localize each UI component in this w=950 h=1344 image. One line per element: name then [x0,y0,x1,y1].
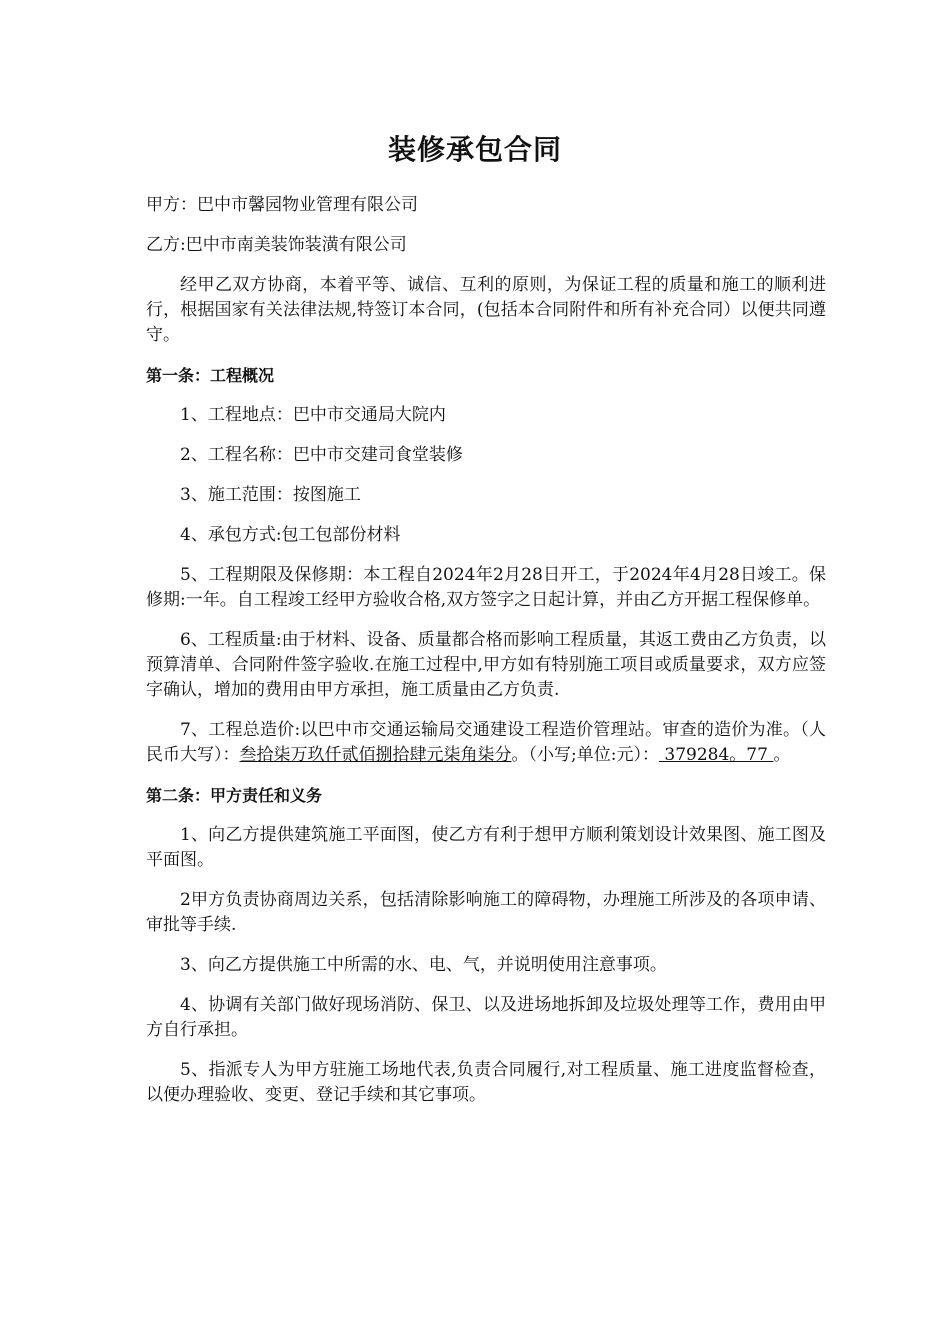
section-1-item-7 [146,718,826,768]
amount-in-figures: 379284。77 [658,745,774,765]
party-a-line: 甲方：巴中市馨园物业管理有限公司 [146,195,418,215]
intro-paragraph: 经甲乙双方协商，本着平等、诚信、互利的原则，为保证工程的质量和施工的顺利进行，根据国家有关法律法规,特签订本合同，(包括本合同附件和所有补充合同）以便共同遵守。 [146,275,826,345]
section-1-item-5: 5、工程期限及保修期：本工程自2024年2月28日开工，于2024年4月28日竣工。保修期:一年。自工程竣工经甲方验收合格,双方签字之日起计算，并由乙方开据工程保修单。 [146,565,826,610]
section-2-item-2: 2甲方负责协商周边关系，包括清除影响施工的障碍物，办理施工所涉及的各项申请、审批等手续. [146,890,826,935]
section-1-item-2: 2、工程名称：巴中市交建司食堂装修 [180,445,463,465]
section-1-item-4: 4、承包方式:包工包部份材料 [180,525,401,545]
item-7-prefix: 7、工程总造价:以巴中市交通运输局交通建设工程造价管理站。审查的造价为准。（人民币大写）： [146,720,826,765]
party-b-line: 乙方:巴中市南美装饰装潢有限公司 [146,235,407,255]
amount-in-words: 叁拾柒万玖仟贰佰捌拾肆元柒角柒分 [239,745,512,765]
section-1-item-3: 3、施工范围：按图施工 [180,485,361,505]
section-2-item-5: 5、指派专人为甲方驻施工场地代表,负责合同履行,对工程质量、施工进度监督检查，以便办理验收、变更、登记手续和其它事项。 [146,1060,826,1105]
document-body [146,193,826,1123]
section-2-heading: 第二条：甲方责任和义务 [146,786,323,805]
section-1-item-1: 1、工程地点：巴中市交通局大院内 [180,405,446,425]
section-2-item-4: 4、协调有关部门做好现场消防、保卫、以及进场地拆卸及垃圾处理等工作，费用由甲方自行承担。 [146,995,826,1040]
section-1-heading: 第一条：工程概况 [146,366,275,385]
section-2-item-1: 1、向乙方提供建筑施工平面图，使乙方有利于想甲方顺利策划设计效果图、施工图及平面图。 [146,825,826,870]
item-7-middle: 。（小写;单位:元）： [511,745,659,765]
document-title: 装修承包合同 [387,133,562,166]
section-2-item-3: 3、向乙方提供施工中所需的水、电、气，并说明使用注意事项。 [180,955,667,975]
section-1-item-6: 6、工程质量:由于材料、设备、质量都合格而影响工程质量，其返工费由乙方负责，以预算清单、合同附件签字验收.在施工过程中,甲方如有特别施工项目或质量要求，双方应签字确认，增加的费用由甲方承担，施工质量由乙方负责. [146,630,826,700]
item-7-suffix: 。 [773,745,791,765]
